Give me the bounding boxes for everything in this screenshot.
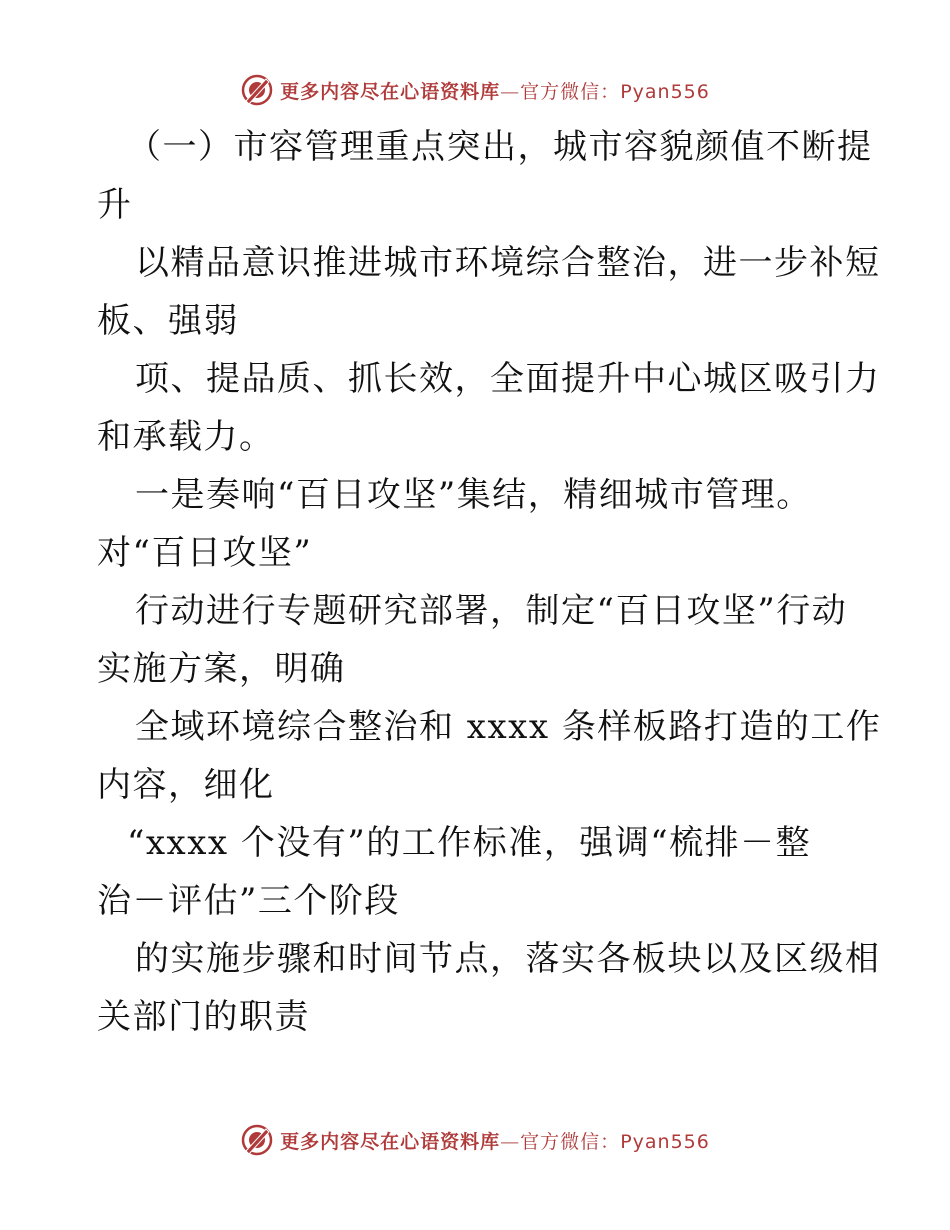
watermark-brand: 更多内容尽在心语资料库 [280,80,501,103]
watermark-dash: — [500,1130,521,1153]
heading-line-1: （一）市容管理重点突出，城市容貌颜值不断提 [127,127,873,167]
paragraph-line: 以精品意识推进城市环境综合整治，进一步补短 [135,243,881,283]
watermark-official-label: 官方微信： [520,1130,621,1153]
watermark-brand: 更多内容尽在心语资料库 [280,1130,501,1153]
watermark-official-label: 官方微信： [520,80,621,103]
paragraph-line: 治－评估”三个阶段 [97,881,400,921]
pen-logo-icon [240,73,274,107]
paragraph-line: 对“百日攻坚” [97,533,313,573]
watermark-text [280,1127,710,1154]
watermark-dash: — [500,80,521,103]
paragraph-line: 一是奏响“百日攻坚”集结，精细城市管理。 [135,475,812,515]
pen-logo-icon [240,1123,274,1157]
paragraph-line: 全域环境综合整治和 xxxx 条样板路打造的工作 [135,707,882,747]
paragraph-line: 项、提品质、抓长效，全面提升中心城区吸引力 [135,359,881,399]
watermark-wechat-id: Pyan556 [620,1130,710,1153]
watermark-wechat-id: Pyan556 [620,80,710,103]
paragraph-line: “xxxx 个没有”的工作标准，强调“梳排－整 [127,823,812,863]
paragraph-line: 内容，细化 [97,765,275,805]
paragraph-line: 和承载力。 [97,417,275,457]
watermark-text [280,77,710,104]
document-body [97,118,882,1046]
paragraph-line: 的实施步骤和时间节点，落实各板块以及区级相 [135,939,881,979]
paragraph-line: 行动进行专题研究部署，制定“百日攻坚”行动 [135,591,848,631]
paragraph-line: 关部门的职责 [97,997,310,1037]
heading-line-2: 升 [97,185,133,225]
paragraph-line: 板、强弱 [97,301,239,341]
footer-watermark [0,1120,950,1160]
header-watermark [0,70,950,110]
paragraph-line: 实施方案，明确 [97,649,346,689]
